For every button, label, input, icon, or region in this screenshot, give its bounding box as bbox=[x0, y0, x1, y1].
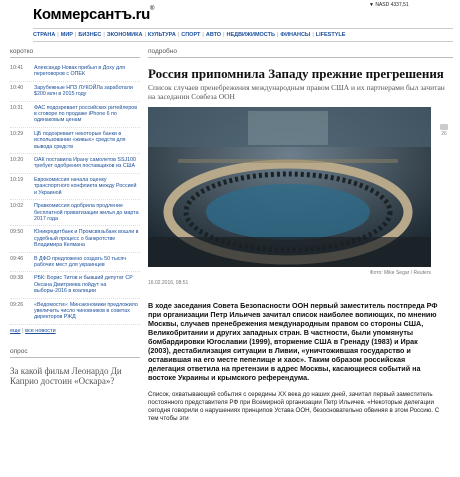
news-item[interactable] bbox=[10, 62, 140, 82]
section-title-brief: коротко bbox=[10, 48, 140, 58]
news-time: 10:31 bbox=[10, 104, 24, 111]
news-headline[interactable]: «Ведомости»: Минэкономики предложило увеличить число чиновников в советах директоров РЖД bbox=[34, 301, 138, 321]
security-council-image bbox=[148, 107, 431, 267]
news-time: 09:46 bbox=[10, 255, 24, 262]
nav-item[interactable]: КУЛЬТУРА bbox=[147, 32, 176, 38]
article-subtitle: Список случаев пренебрежения международным правом США и их партнерами был зачитан на заседании Совбеза ООН bbox=[148, 83, 445, 101]
news-item[interactable] bbox=[10, 226, 140, 252]
news-time: 09:26 bbox=[10, 301, 24, 308]
news-time: 10:20 bbox=[10, 157, 24, 164]
article-lead: В ходе заседания Совета Безопасности ООН первый заместитель постпреда РФ при организации Петр Ильичев зачитал список наиболее вопиющих, по мнению Москвы, случаев пренебрежения международным правом со стороны США, Великобритании и других западных стран. В частности, были упомянуты бомбардировки Югославии (1999), вторжение США в Гренаду (1983) и Ирак (2003), дестабилизация ситуации в Ливии, «уничтожившая государство и оставившая на его месте пепелище и хаос». Таким образом российская делегация ответила на претензии в адрес Москвы, касающиеся событий на востоке Украины и крымского референдума. bbox=[148, 301, 438, 382]
news-headline[interactable]: Зарубежные НПЗ ЛУКОЙЛа заработали $200 млн в 2015 году bbox=[34, 84, 133, 98]
nav-separator: | bbox=[144, 32, 146, 38]
news-time: 10:29 bbox=[10, 130, 24, 137]
site-header bbox=[0, 0, 460, 30]
comments-counter[interactable] bbox=[439, 124, 449, 137]
news-headline[interactable]: ОАК поставила Ирану самолетов SSJ100 требует одобрения поставщиков из США bbox=[34, 157, 136, 170]
link-more[interactable]: еще bbox=[10, 327, 21, 334]
more-links: еще | все новости bbox=[10, 327, 56, 334]
nav-separator: | bbox=[57, 32, 59, 38]
news-item[interactable] bbox=[10, 154, 140, 174]
article-body: Список, охватывающий события с середины XX века до наших дней, зачитал первый заместитель постоянного представителя РФ при Всемирной организации Петр Ильичев. «Некоторые делегации сегодня говорили о нарушениях принципов Устава ООН, безосновательно обвиняя в этом Россию. С тем чтобы эти bbox=[148, 391, 440, 422]
nav-separator: | bbox=[202, 32, 204, 38]
article bbox=[148, 48, 453, 423]
photo-caption: Фото: Mike Segar / Reuters bbox=[369, 270, 431, 276]
news-headline[interactable]: РБК: Борис Титов и бывший депутат СР Оксана Дмитриева пойдут на выборы-2016 в коалиции bbox=[34, 275, 133, 295]
news-item[interactable] bbox=[10, 102, 140, 128]
news-item[interactable] bbox=[10, 200, 140, 226]
nav-item[interactable]: БИЗНЕС bbox=[78, 32, 102, 38]
article-date: 16.02.2016, 08:51 bbox=[148, 280, 189, 286]
registered-mark: ® bbox=[150, 6, 155, 12]
section-title-poll: опрос bbox=[10, 348, 140, 358]
stock-ticker: ▼ NASD 4337,51 bbox=[369, 2, 409, 8]
news-headline[interactable]: Еврокомиссия начала оценку транспортного конфликта между Россией и Украиной bbox=[34, 176, 137, 196]
news-item[interactable] bbox=[10, 128, 140, 154]
left-column bbox=[10, 48, 140, 386]
news-time: 09:38 bbox=[10, 275, 24, 282]
news-time: 10:40 bbox=[10, 84, 24, 91]
news-feed bbox=[10, 62, 140, 325]
news-headline[interactable]: Правкомиссия одобрила продление бесплатной приватизации жилья до марта 2017 года bbox=[34, 203, 139, 222]
news-time: 10:41 bbox=[10, 65, 24, 71]
nav-item[interactable]: СПОРТ bbox=[181, 32, 201, 38]
main-nav bbox=[33, 28, 453, 42]
comments-count: 26 bbox=[441, 131, 447, 137]
nav-item[interactable]: АВТО bbox=[205, 32, 222, 38]
news-headline[interactable]: В ДФО предложено создать 50 тысяч рабочих мест для украинцев bbox=[34, 255, 127, 268]
news-headline[interactable]: Юникредитбанк и Промсвязьбанк вошли в судебный процесс о банкротстве Владимира Келмана bbox=[34, 229, 139, 249]
news-item[interactable] bbox=[10, 253, 140, 273]
news-item[interactable] bbox=[10, 299, 140, 325]
poll-question[interactable]: За какой фильм Леонардо Ди Каприо достоин «Оскара»? bbox=[10, 365, 122, 386]
nav-separator: | bbox=[177, 32, 180, 38]
logo-text: Коммерсантъ.ru bbox=[33, 6, 150, 23]
nav-item[interactable]: ЭКОНОМИКА bbox=[106, 32, 143, 38]
news-headline[interactable]: ЦБ подозревает некоторые банки в использовании «живых» средств для вывода средств bbox=[34, 130, 126, 150]
section-title-detail: подробно bbox=[148, 48, 453, 58]
comment-icon bbox=[440, 124, 448, 130]
news-headline[interactable]: ФАС подозревает российских ритейлеров в сговоре по продаже iPhone 6 по одинаковым ценам bbox=[34, 104, 138, 124]
nav-separator: | bbox=[276, 32, 279, 38]
news-item[interactable] bbox=[10, 82, 140, 102]
nav-item[interactable]: МИР bbox=[60, 32, 73, 38]
nav-separator: | bbox=[103, 32, 105, 38]
site-logo[interactable] bbox=[33, 6, 154, 23]
news-time: 10:19 bbox=[10, 176, 24, 183]
nav-item[interactable]: НЕДВИЖИМОСТЬ bbox=[226, 32, 275, 38]
article-title: Россия припомнила Западу прежние прегрешения bbox=[148, 66, 444, 81]
news-time: 09:50 bbox=[10, 229, 24, 236]
article-photo[interactable] bbox=[148, 107, 431, 267]
nav-item[interactable]: СТРАНА bbox=[33, 32, 56, 38]
link-all-news[interactable]: все новости bbox=[25, 327, 56, 334]
news-time: 10:02 bbox=[10, 203, 24, 210]
nav-item[interactable]: ФИНАНСЫ bbox=[280, 32, 311, 38]
news-headline[interactable]: Александр Новак прибыл в Доху для переговоров с ОПЕК bbox=[34, 65, 126, 78]
news-item[interactable] bbox=[10, 272, 140, 298]
nav-separator: | bbox=[74, 32, 77, 38]
nav-item[interactable]: LIFESTYLE bbox=[315, 32, 346, 38]
news-item[interactable] bbox=[10, 174, 140, 200]
nav-separator: | bbox=[312, 32, 314, 38]
nav-separator: | bbox=[223, 32, 225, 38]
